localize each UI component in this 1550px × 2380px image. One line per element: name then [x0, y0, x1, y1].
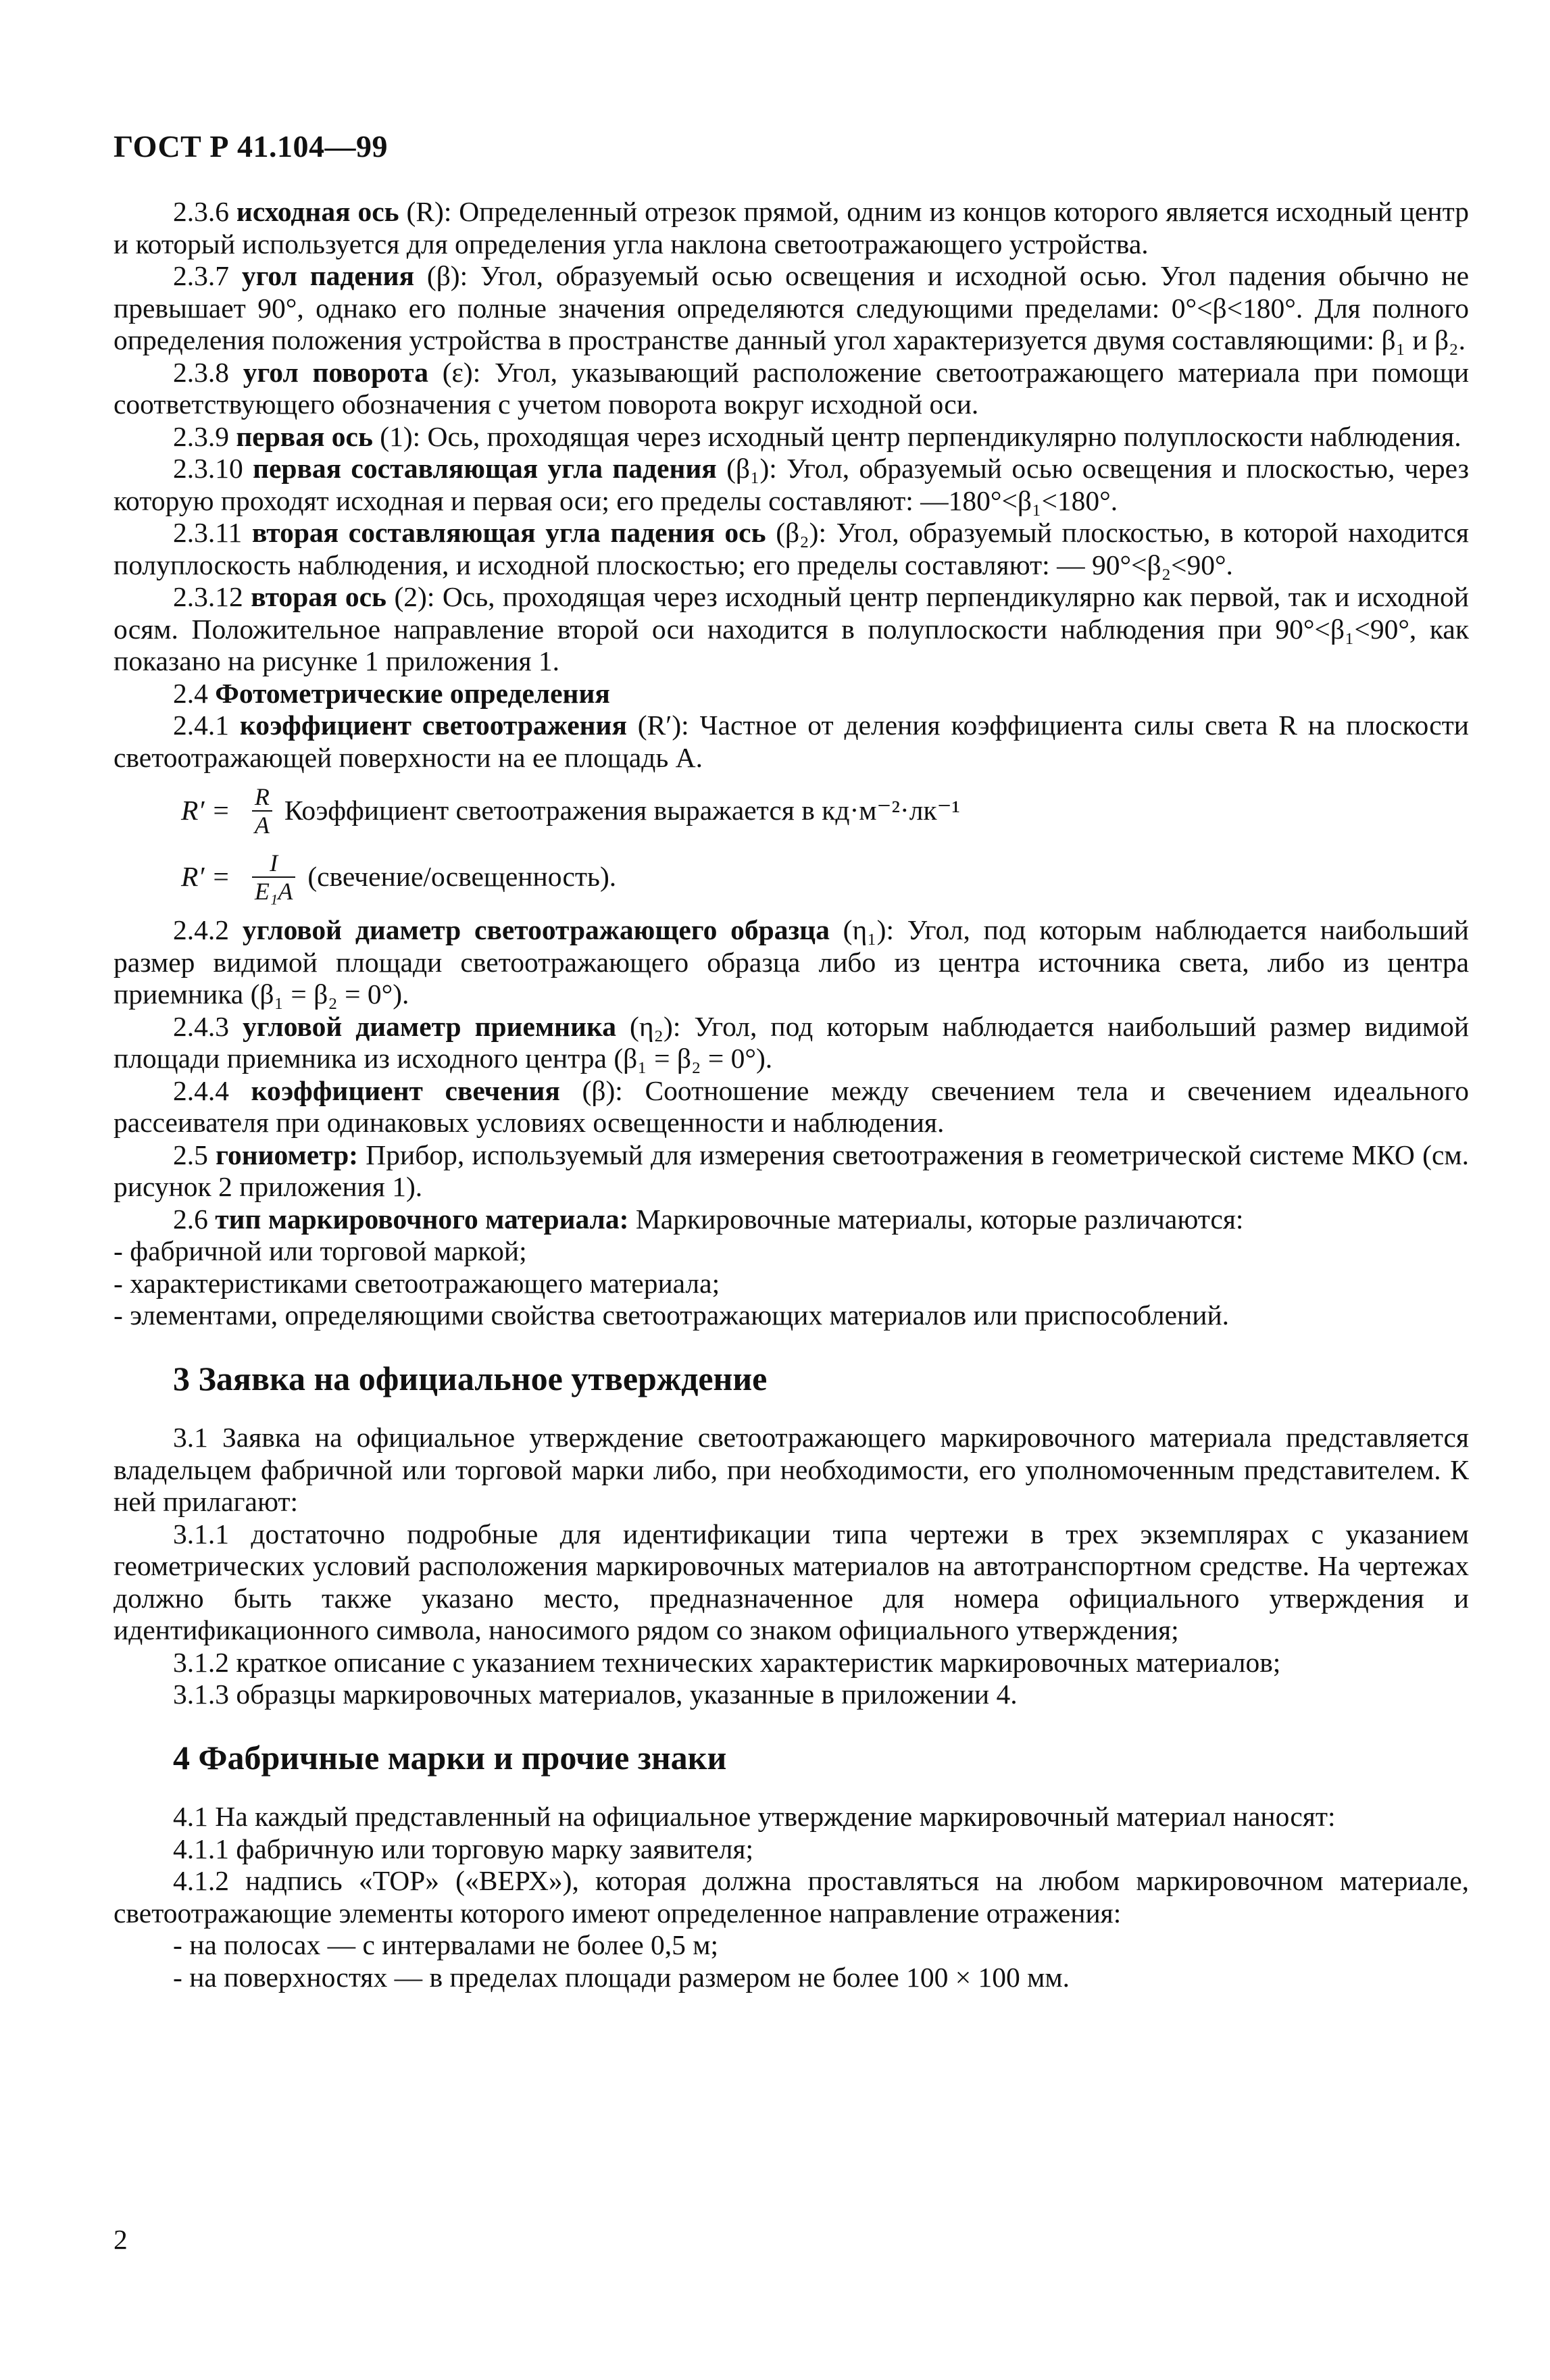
section-3-heading: 3 Заявка на официальное утверждение — [173, 1359, 768, 1397]
document-header: ГОСТ Р 41.104—99 — [114, 129, 388, 164]
clause-2-3-6: 2.3.6 исходная ось (R): Определенный отрезок прямой, одним из концов которого является исходный центр и который используется для определения угла наклона светоотражающего устройства. — [114, 196, 1470, 259]
clause-2-4-3: 2.4.3 угловой диаметр приемника (η₂): Угол, под которым наблюдается наибольший размер видимой площади приемника из исходного центра (β₁ = β₂ = 0°). — [114, 1010, 1470, 1074]
formula-reflection-coefficient: R′ = $\frac{R}{A}$ Коэффициент светоотражения выражается в кд·м⁻²·лк⁻¹ — [181, 783, 960, 839]
page-body — [114, 196, 1469, 1993]
clause-4-1-1: 4.1.1 фабричную или торговую марку заявителя; — [173, 1833, 754, 1864]
clause-2-4-1: 2.4.1 коэффициент светоотражения (R′): Частное от деления коэффициента силы света R на плоскости светоотражающей поверхности на ее площадь A. — [114, 710, 1470, 773]
list-item: - на поверхностях — в пределах площади размером не более 100 × 100 мм. — [173, 1961, 1070, 1993]
list-item: - фабричной или торговой маркой; — [114, 1235, 527, 1266]
list-item: - характеристиками светоотражающего материала; — [114, 1267, 720, 1299]
clause-2-3-7: 2.3.7 угол падения (β): Угол, образуемый осью освещения и исходной осью. Угол падения обычно не превышает 90°, однако его полные значения определяются следующими пределами: 0°<β<180°. Для полного определения положения устройства в пространстве данный угол характеризуется двумя составляющими: β₁ и β₂. — [114, 260, 1470, 355]
clause-2-4-4: 2.4.4 коэффициент свечения (β): Соотношение между свечением тела и свечением идеального рассеивателя при одинаковых условиях освещенности и наблюдения. — [114, 1074, 1469, 1138]
clause-3-1: 3.1 Заявка на официальное утверждение светоотражающего маркировочного материала представляется владельцем фабричной или торговой марки либо, при необходимости, его уполномоченным представителем. К ней прилагают: — [114, 1422, 1469, 1517]
clause-2-4: 2.4 Фотометрические определения — [173, 677, 610, 709]
clause-2-4-2: 2.4.2 угловой диаметр светоотражающего образца (η₁): Угол, под которым наблюдается наибольший размер видимой площади светоотражающего образца либо из центра источника света, либо из центра приемника (β₁ = β₂ = 0°). — [114, 914, 1470, 1010]
clause-3-1-1: 3.1.1 достаточно подробные для идентификации типа чертежи в трех экземплярах с указанием геометрических условий расположения маркировочных материалов на автотранспортном средстве. На чертежах должно быть также указано место, предназначенное для номера официального утверждения и идентификационного символа, наносимого рядом со знаком официального утверждения; — [114, 1518, 1469, 1645]
clause-2-5: 2.5 гониометр: Прибор, используемый для измерения светоотражения в геометрической системе МКО (см. рисунок 2 приложения 1). — [114, 1139, 1470, 1202]
clause-3-1-3: 3.1.3 образцы маркировочных материалов, указанные в приложении 4. — [173, 1679, 1018, 1710]
clause-2-3-12: 2.3.12 вторая ось (2): Ось, проходящая через исходный центр перпендикулярно как первой, так и исходной осям. Положительное направление второй оси находится в полуплоскости наблюдения при 90°<β₁<90°, как показано на рисунке 1 приложения 1. — [114, 581, 1470, 676]
clause-2-6: 2.6 тип маркировочного материала: Маркировочные материалы, которые различаются: — [173, 1203, 1244, 1235]
formula-luminance-ratio: R′ = $\frac{I}{\text{E₁A}}$ (свечение/освещенность). — [181, 849, 617, 905]
clause-2-3-10: 2.3.10 первая составляющая угла падения (β₁): Угол, образуемый осью освещения и плоскостью, через которую проходят исходная и первая оси; его пределы составляют: —180°<β₁<180°. — [114, 453, 1469, 516]
section-4-heading: 4 Фабричные марки и прочие знаки — [173, 1738, 727, 1777]
clause-4-1: 4.1 На каждый представленный на официальное утверждение маркировочный материал наносят: — [173, 1801, 1336, 1832]
list-item: - элементами, определяющими свойства светоотражающих материалов или приспособлений. — [114, 1299, 1230, 1331]
list-item: - на полосах — с интервалами не более 0,5 м; — [173, 1929, 719, 1960]
clause-2-3-9: 2.3.9 первая ось (1): Ось, проходящая через исходный центр перпендикулярно полуплоскости наблюдения. — [173, 420, 1461, 452]
page-number: 2 — [114, 2224, 128, 2255]
clause-4-1-2: 4.1.2 надпись «TOP» («ВЕРХ»), которая должна проставляться на любом маркировочном материале, светоотражающие элементы которого имеют определенное направление отражения: — [114, 1865, 1469, 1929]
clause-2-3-8: 2.3.8 угол поворота (ε): Угол, указывающий расположение светоотражающего материала при помощи соответствующего обозначения с учетом поворота вокруг исходной оси. — [114, 356, 1470, 420]
clause-2-3-11: 2.3.11 вторая составляющая угла падения ось (β₂): Угол, образуемый плоскостью, в которой находится полуплоскость наблюдения, и исходной плоскостью; его пределы составляют: — 90°<β₂<90°. — [114, 517, 1470, 580]
clause-3-1-2: 3.1.2 краткое описание с указанием технических характеристик маркировочных материалов; — [173, 1646, 1281, 1678]
